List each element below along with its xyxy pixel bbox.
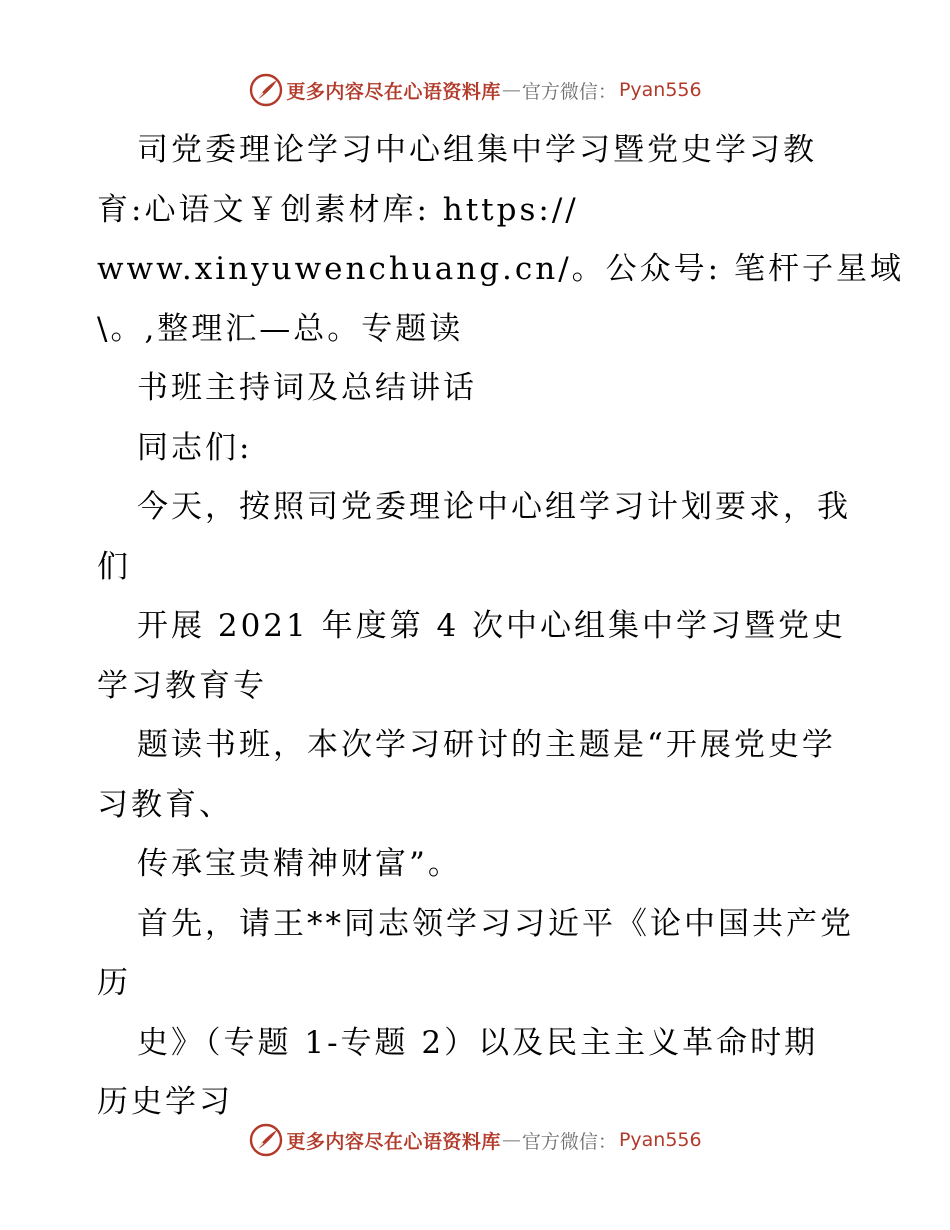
watermark-wechat-id: Pyan556: [618, 79, 702, 101]
watermark-official-label: 官方微信：: [521, 80, 617, 103]
text-line: 史》（专题 1-专题 2）以及民主主义革命时期: [137, 1024, 819, 1061]
watermark-brand-text: 更多内容尽在心语资料库: [286, 80, 501, 103]
quill-pen-logo-icon: [248, 1122, 284, 1158]
quill-pen-logo-icon: [248, 72, 284, 108]
text-line: \。,整理汇—总。专题读: [97, 310, 464, 347]
text-line: 开展 2021 年度第 4 次中心组集中学习暨党史: [137, 608, 847, 644]
text-line: 学习教育专: [97, 667, 267, 704]
document-body: [97, 121, 904, 1133]
text-line: 司党委理论学习中心组集中学习暨党史学习教: [137, 132, 817, 168]
watermark-separator: —: [501, 79, 521, 101]
footer-watermark: [0, 1120, 950, 1160]
text-line: 历: [97, 965, 131, 1001]
text-line: 育:心语文￥创素材库: https://: [97, 191, 579, 228]
text-line: 今天，按照司党委理论中心组学习计划要求，我: [137, 489, 851, 525]
text-line: 同志们:: [137, 429, 253, 466]
text-line: 习教育、: [97, 786, 233, 823]
text-line: www.xinyuwenchuang.cn/。公众号: 笔杆子星域: [97, 251, 904, 287]
watermark-official-label: 官方微信：: [521, 1130, 617, 1153]
watermark-wechat-id: Pyan556: [618, 1129, 702, 1151]
text-line: 们: [97, 548, 131, 585]
watermark-brand-text: 更多内容尽在心语资料库: [286, 1130, 501, 1153]
watermark-separator: —: [501, 1129, 521, 1151]
text-line: 传承宝贵精神财富”。: [137, 846, 462, 882]
text-line: 历史学习: [97, 1084, 233, 1120]
text-line: 题读书班，本次学习研讨的主题是“开展党史学: [137, 727, 836, 763]
header-watermark: [0, 70, 950, 110]
text-line: 首先，请王**同志领学习习近平《论中国共产党: [137, 905, 854, 942]
text-line: 书班主持词及总结讲话: [137, 370, 477, 406]
